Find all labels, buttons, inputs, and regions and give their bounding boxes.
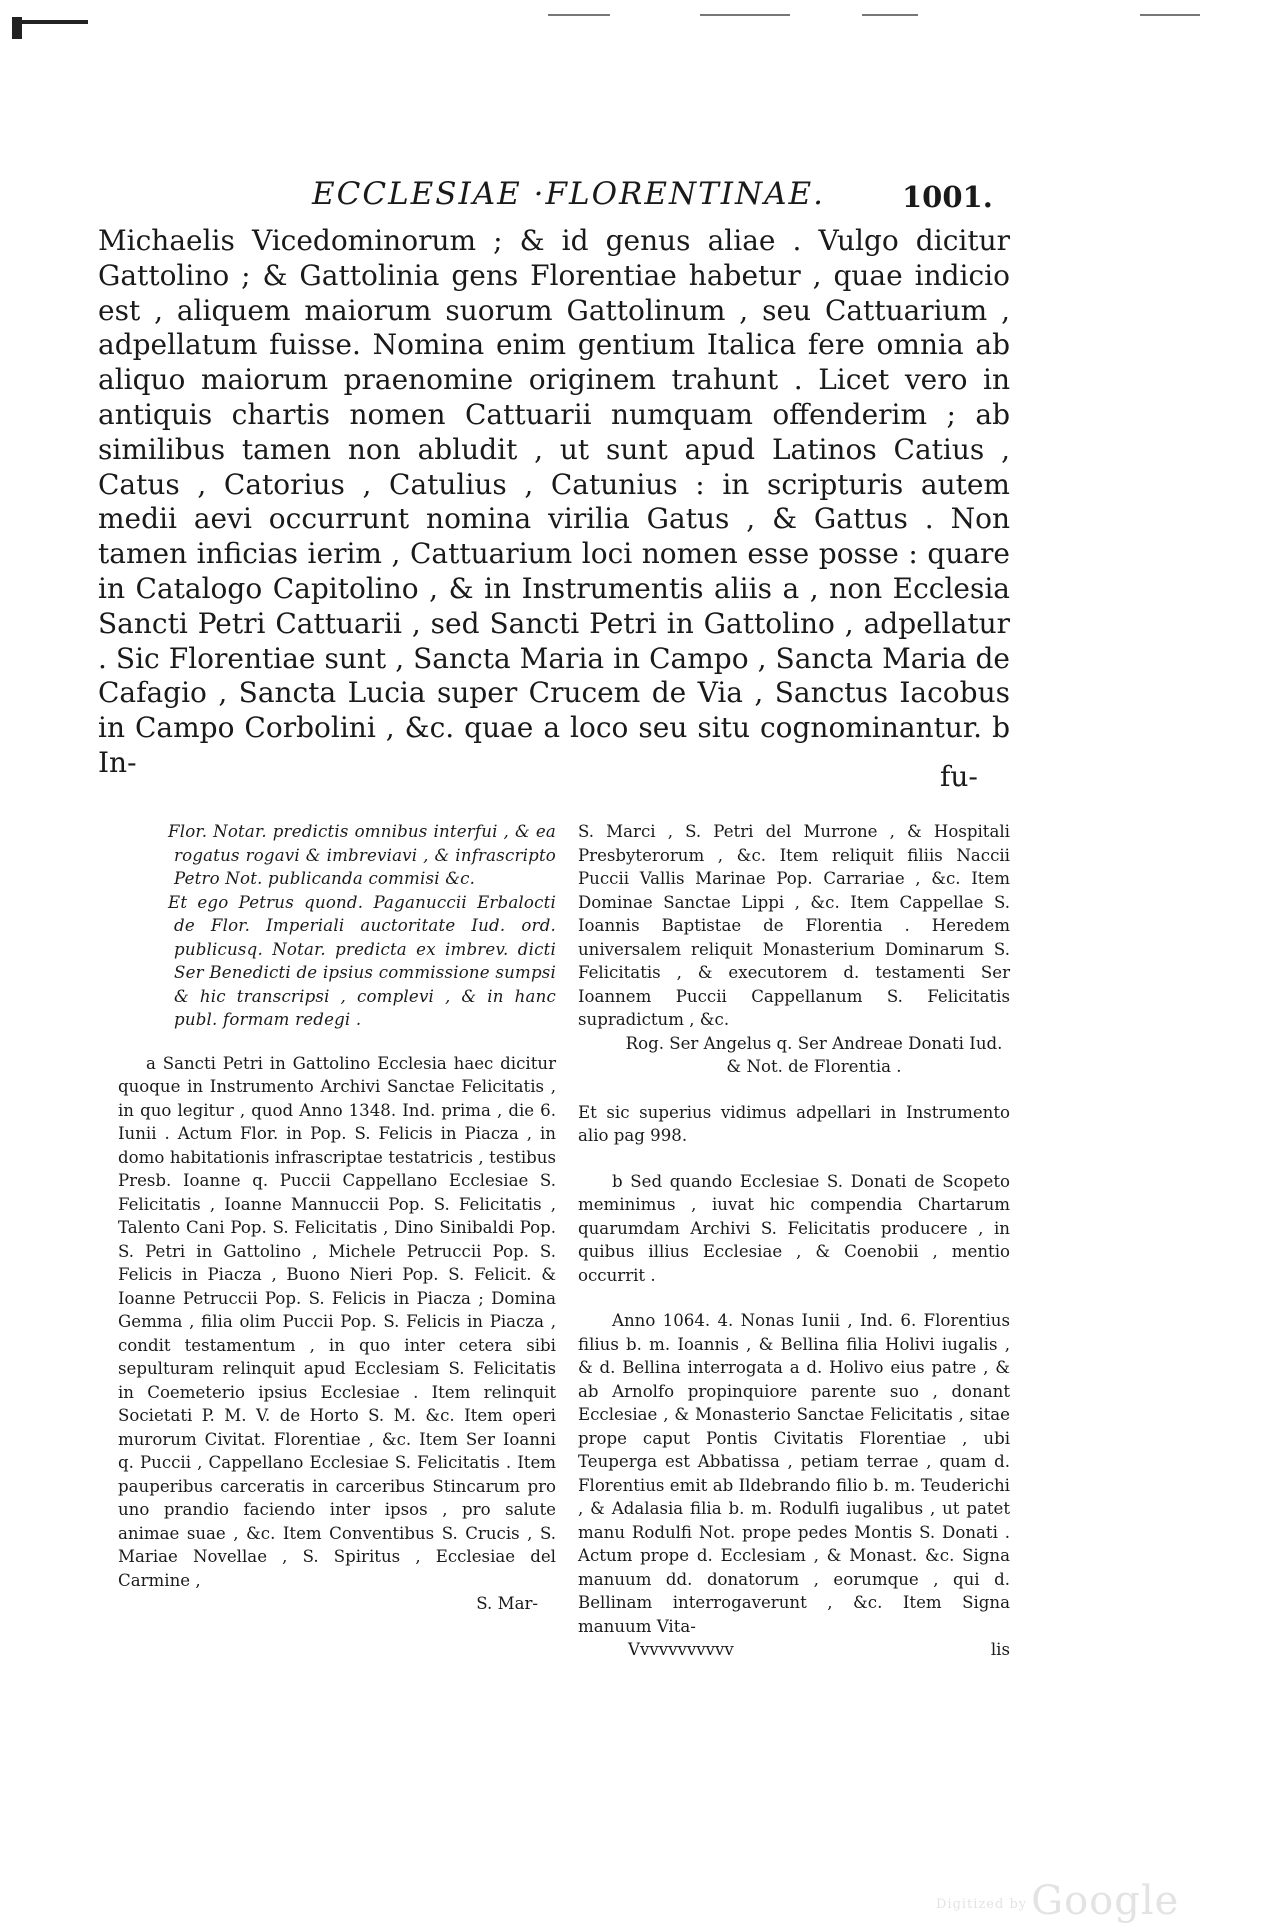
footnote-bottom-row	[578, 1638, 1010, 1662]
running-title: ECCLESIAE ·FLORENTINAE.	[312, 176, 826, 212]
top-rule	[862, 14, 918, 16]
footnote-b: b Sed quando Ecclesiae S. Donati de Scopeto meminimus , iuvat hic compendia Chartarum quarumdam Archivi S. Felicitatis producere , in quibus illius Ecclesiae , & Coenobii , mentio occurrit .	[578, 1171, 1010, 1285]
page-number: 1001.	[902, 180, 993, 214]
footnote-catchword: lis	[990, 1640, 1010, 1659]
footnotes-left-column	[118, 820, 556, 1616]
cross-reference: Et sic superius vidimus adpellari in Instrumento alio pag 998.	[578, 1102, 1010, 1145]
footnote-continuation: S. Marci , S. Petri del Murrone , & Hospitali Presbyterorum , &c. Item reliquit filiis Naccii Puccii Vallis Marinae Pop. Carrariae , &c. Item Dominae Sanctae Lippi , &c. Item Cappellae S. Ioannis Baptistae de Florentia . Heredem universalem reliquit Monasterium Dominarum S. Felicitatis , & executorem d. testamenti Ser Ioannem Puccii Cappellanum S. Felicitatis supradictum , &c.	[578, 822, 1010, 1029]
footnote-continuation: Et ego Petrus quond. Paganuccii Erbalocti de Flor. Imperiali auctoritate Iud. ord. publicusq. Notar. predicta ex imbrev. dicti Ser Benedicti de ipsius commissione sumpsi & hic transcripsi , complevi , & in hanc publ. formam redegi .	[168, 892, 556, 1029]
footnote-a: a Sancti Petri in Gattolino Ecclesia haec dicitur quoque in Instrumento Archivi Sanctae Felicitatis , in quo legitur , quod Anno 1348. Ind. prima , die 6. Iunii . Actum Flor. in Pop. S. Felicis in Piacza , in domo habitationis infrascriptae testatricis , testibus Presb. Ioanne q. Puccii Cappellano Ecclesiae S. Felicitatis , Ioanne Mannuccii Pop. S. Felicitatis , Talento Cani Pop. S. Felicitatis , Dino Sinibaldi Pop. S. Petri in Gattolino , Michele Petruccii Pop. S. Felicis in Piacza , Buono Nieri Pop. S. Felicit. & Ioanne Petruccii Pop. S. Felicis in Piacza ; Domina Gemma , filia olim Puccii Pop. S. Felicis in Piacza , condit testamentum , in quo inter cetera sibi sepulturam relinquit apud Ecclesiam S. Felicitatis in Coemeterio ipsius Ecclesiae . Item relinquit Societati P. M. V. de Horto S. M. &c. Item operi murorum Civitat. Florentiae , &c. Item Ser Ioanni q. Puccii , Cappellano Ecclesiae S. Felicitatis . Item pauperibus carceratis in carceribus Stincarum pro uno prandio faciendo inter ipsos , pro salute animae suae , &c. Item Conventibus S. Crucis , S. Mariae Novellae , S. Spiritus , Ecclesiae del Carmine ,	[118, 1053, 556, 1590]
watermark-brand: Google	[1031, 1878, 1180, 1924]
top-rule	[1140, 14, 1200, 16]
top-rule	[548, 14, 610, 16]
footnotes-right-column	[578, 820, 1010, 1662]
main-catchword: fu-	[940, 760, 978, 793]
charter-summary: Anno 1064. 4. Nonas Iunii , Ind. 6. Florentius filius b. m. Ioannis , & Bellina filia Holivi iugalis , & d. Bellina interrogata a d. Holivo eius patre , & ab Arnolfo propinquiore parente suo , donant Ecclesiae , & Monasterio Sanctae Felicitatis , sitae prope caput Pontis Civitatis Florentiae , ubi Teuperga est Abbatissa , petiam terrae , quam d. Florentius emit ab Ildebrando filio b. m. Teuderichi , & Adalasia filia b. m. Rodulfi iugalibus , ut patet manu Rodulfi Not. prope pedes Montis S. Donati . Actum prope d. Ecclesiam , & Monast. &c. Signa manuum dd. donatorum , eorumque , qui d. Bellinam interrogaverunt , &c. Item Signa manuum Vita-	[578, 1311, 1010, 1636]
footnote-continuation: Flor. Notar. predictis omnibus interfui , & ea rogatus rogavi & imbreviavi , & infrascripto Petro Not. publicanda commisi &c.	[168, 822, 556, 888]
top-rule	[700, 14, 790, 16]
footnote-catchword: S. Mar-	[476, 1594, 538, 1613]
corner-crop-mark	[12, 20, 88, 24]
main-body-text: Michaelis Vicedominorum ; & id genus aliae . Vulgo dicitur Gattolino ; & Gattolinia gens Florentiae habetur , quae indicio est , aliquem maiorum suorum Gattolinum , seu Cattuarium , adpellatum fuisse. Nomina enim gentium Italica fere omnia ab aliquo maiorum praenomine originem trahunt . Licet vero in antiquis chartis nomen Cattuarii numquam offenderim ; ab similibus tamen non abludit , ut sunt apud Latinos Catius , Catus , Catorius , Catulius , Catunius : in scripturis autem medii aevi occurrunt nomina virilia Gatus , & Gattus . Non tamen inficias ierim , Cattuarium loci nomen esse posse : quare in Catalogo Capitolino , & in Instrumentis aliis a , non Ecclesia Sancti Petri Cattuarii , sed Sancti Petri in Gattolino , adpellatur . Sic Florentiae sunt , Sancta Maria in Campo , Sancta Maria de Cafagio , Sancta Lucia super Crucem de Via , Sanctus Iacobus in Campo Corbolini , &c. quae a loco seu situ cognominantur. b In-	[98, 224, 1010, 779]
notary-signature: Rog. Ser Angelus q. Ser Andreae Donati Iud. & Not. de Florentia .	[625, 1033, 1003, 1076]
watermark-prefix: Digitized by	[936, 1896, 1028, 1912]
digitized-watermark	[936, 1878, 1179, 1924]
signature-mark: Vvvvvvvvvvv	[628, 1640, 734, 1659]
